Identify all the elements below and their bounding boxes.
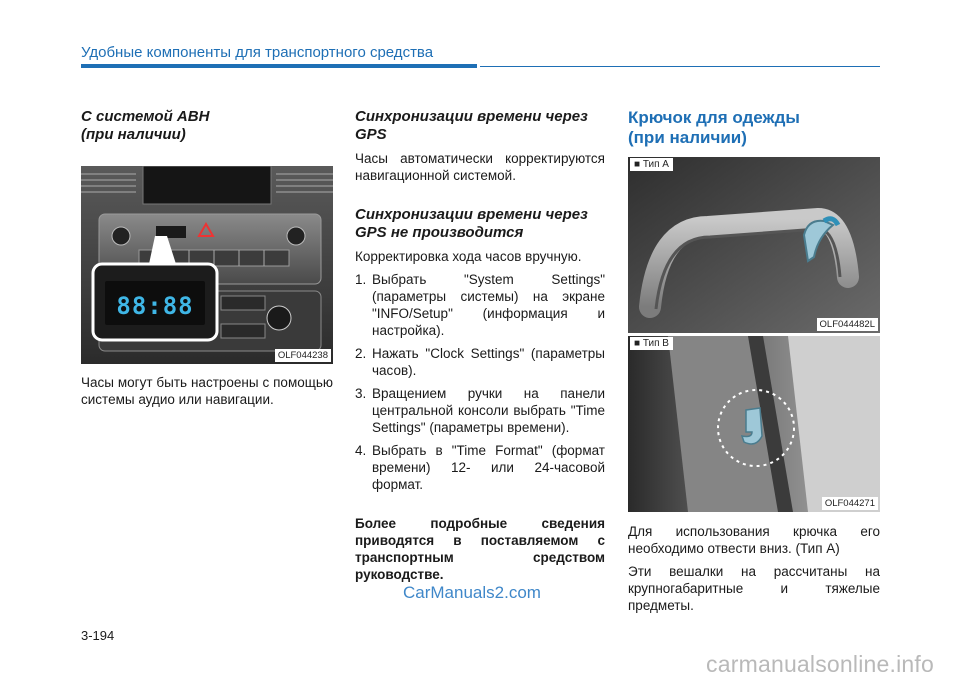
type-a-label: ■ Тип A xyxy=(630,158,673,171)
clock-audio-text: Часы могут быть настроены с помощью системы аудио или навигации. xyxy=(81,375,333,407)
manual-correction-text: Корректировка хода часов вручную. xyxy=(355,249,582,264)
header-rule-thick xyxy=(81,64,477,68)
figure-hook-type-b xyxy=(628,336,880,512)
figure-code: OLF044238 xyxy=(275,349,331,362)
step-item: 1. Выбрать "System Settings" (параметры системы) на экране "INFO/Setup" (информация и настройка). xyxy=(355,272,605,338)
gps-sync-text: Часы автоматически корректируются навигационной системой. xyxy=(355,151,605,183)
heading-coat-hook: Крючок для одежды (при наличии) xyxy=(628,108,800,147)
figure-hook-type-a xyxy=(628,157,880,333)
step-item: 2. Нажать "Clock Settings" (параметры часов). xyxy=(355,346,605,378)
column-coat-hook xyxy=(628,108,880,614)
reference-note: Более подробные сведения приводятся в поставляемом с транспортным средством руководстве. xyxy=(355,516,605,582)
step-item: 3. Вращением ручки на панели центральной консоли выбрать "Time Settings" (параметры времени). xyxy=(355,386,605,435)
watermark-site: carmanualsonline.info xyxy=(706,651,934,677)
figure-dashboard-clock xyxy=(81,166,333,364)
type-b-label: ■ Тип B xyxy=(630,337,673,350)
hook-usage-text: Для использования крючка его необходимо отвести вниз. (Тип A) xyxy=(628,524,880,556)
section-title: Удобные компоненты для транспортного средства xyxy=(81,44,434,61)
hook-warning-text: Эти вешалки на рассчитаны на крупногабаритные и тяжелые предметы. xyxy=(628,564,880,613)
header-rule-thin xyxy=(480,66,880,67)
heading-no-gps-sync: Синхронизации времени через GPS не производится xyxy=(355,206,588,241)
hook-type-b-image xyxy=(628,336,880,512)
hook-type-a-image xyxy=(628,157,880,333)
column-audio-clock xyxy=(81,108,333,408)
dashboard-image xyxy=(81,166,333,364)
heading-avn: С системой AВН (при наличии) xyxy=(81,108,210,143)
heading-gps-sync: Синхронизации времени через GPS xyxy=(355,108,588,143)
clock-display-digits: 88:88 xyxy=(116,292,194,320)
figure-code: OLF044271 xyxy=(822,497,878,510)
page-number: 3-194 xyxy=(81,628,115,643)
steps-list xyxy=(355,271,605,493)
step-item: 4. Выбрать в "Time Format" (формат времени) 12- или 24-часовой формат. xyxy=(355,443,605,492)
figure-code: OLF044482L xyxy=(817,318,878,331)
watermark-carmanuals2: CarManuals2.com xyxy=(403,583,541,602)
column-gps-sync xyxy=(355,108,605,583)
